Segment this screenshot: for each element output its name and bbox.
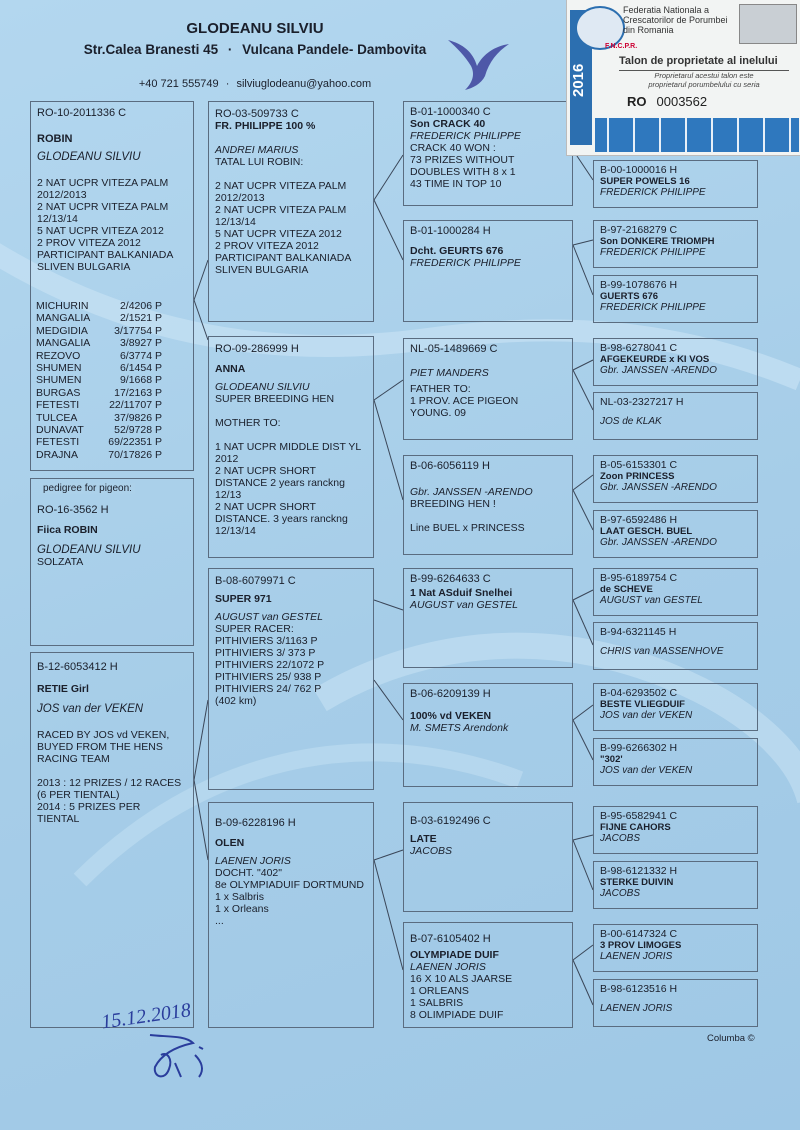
grandparent-breeder: FREDERICK PHILIPPE bbox=[410, 130, 521, 142]
great-grandparent-ring: NL-03-2327217 H bbox=[600, 396, 684, 408]
great-grandparent-breeder: JACOBS bbox=[600, 833, 641, 844]
grandparent-info: BREEDING HEN ! Line BUEL x PRINCESS bbox=[410, 498, 525, 534]
ticket-ring-number bbox=[627, 94, 707, 109]
grandparent-name: Son CRACK 40 bbox=[410, 118, 486, 130]
pedigree-for-ring: RO-16-3562 H bbox=[37, 504, 109, 516]
pedigree-for-breeder: GLODEANU SILVIU bbox=[37, 544, 141, 556]
grandparent-breeder: PIET MANDERS bbox=[410, 367, 489, 379]
grandparent-box bbox=[403, 568, 573, 668]
federation-name: Federatia Nationala a Crescatorilor de Porumbei din Romania bbox=[623, 5, 728, 35]
grandparent-box bbox=[403, 922, 573, 1028]
subject-ring: RO-10-2011336 C bbox=[37, 107, 127, 119]
great-grandparent-breeder: JACOBS bbox=[600, 888, 641, 899]
parent-box bbox=[208, 568, 374, 790]
ticket-title: Talon de proprietate al inelului bbox=[619, 55, 778, 67]
great-grandparent-box bbox=[593, 455, 758, 503]
great-grandparent-box bbox=[593, 979, 758, 1027]
great-grandparent-breeder: JOS van der VEKEN bbox=[600, 710, 693, 721]
subject-breeder: GLODEANU SILVIU bbox=[37, 151, 141, 163]
dove-logo-icon bbox=[443, 32, 513, 92]
race-row: DUNAVAT 52/9728 P bbox=[36, 424, 162, 437]
grandparent-box bbox=[403, 802, 573, 912]
great-grandparent-box bbox=[593, 338, 758, 386]
parent-ring: B-09-6228196 H bbox=[215, 817, 296, 829]
address-street: Str.Calea Branesti 45 bbox=[83, 42, 219, 57]
parent-ring: RO-09-286999 H bbox=[215, 343, 299, 355]
race-row: REZOVO 6/3774 P bbox=[36, 349, 162, 362]
race-row: MANGALIA 3/8927 P bbox=[36, 337, 162, 350]
great-grandparent-ring: B-98-6121332 H bbox=[600, 865, 678, 877]
parent-name: OLEN bbox=[215, 837, 245, 849]
parent-name: SUPER 971 bbox=[215, 593, 272, 605]
ticket-pattern-band bbox=[595, 118, 799, 152]
grandparent-breeder: FREDERICK PHILIPPE bbox=[410, 257, 521, 269]
email-address: silviuglodeanu@yahoo.com bbox=[236, 78, 372, 90]
great-grandparent-box bbox=[593, 861, 758, 909]
grandparent-name: 100% vd VEKEN bbox=[410, 710, 492, 722]
grandparent-info: 16 X 10 ALS JAARSE 1 ORLEANS 1 SALBRIS 8 OLIMPIADE DUIF bbox=[410, 973, 513, 1021]
great-grandparent-name: AFGEKEURDE x KI VOS bbox=[600, 354, 710, 365]
grandparent-info: CRACK 40 WON : 73 PRIZES WITHOUT DOUBLES WITH 8 x 1 43 TIME IN TOP 10 bbox=[410, 142, 516, 190]
parent-name: FR. PHILIPPE 100 % bbox=[215, 120, 316, 132]
address-town: Vulcana Pandele- Dambovita bbox=[242, 42, 427, 57]
grandparent-name: LATE bbox=[410, 833, 437, 845]
parent-info: SUPER RACER: PITHIVIERS 3/1163 P PITHIVIERS 3/ 373 P PITHIVIERS 22/1072 P PITHIVIERS 25/ 938 P PITHIVIERS 24/ 762 P (402 km) bbox=[215, 623, 325, 707]
pedigree-for-box bbox=[30, 478, 194, 646]
great-grandparent-breeder: JOS van der VEKEN bbox=[600, 765, 693, 776]
great-grandparent-ring: B-95-6582941 C bbox=[600, 810, 678, 822]
parent-box bbox=[208, 802, 374, 1028]
great-grandparent-breeder: CHRIS van MASSENHOVE bbox=[600, 646, 724, 657]
subject-info: 2 NAT UCPR VITEZA PALM 2012/2013 2 NAT UCPR VITEZA PALM 12/13/14 5 NAT UCPR VITEZA 2012 2 PROV VITEZA 2012 PARTICIPANT BALKANIADA SLIVEN BULGARIA bbox=[37, 177, 174, 273]
parent-info: DOCHT. "402" 8e OLYMPIADUIF DORTMUND 1 x Salbris 1 x Orleans ... bbox=[215, 867, 364, 927]
parent-name: ANNA bbox=[215, 363, 246, 375]
great-grandparent-name: BESTE VLIEGDUIF bbox=[600, 699, 685, 710]
great-grandparent-ring: B-95-6189754 C bbox=[600, 572, 678, 584]
race-row: MANGALIA 2/1521 P bbox=[36, 312, 162, 325]
parent-ring: B-08-6079971 C bbox=[215, 575, 296, 587]
grandparent-ring: B-01-1000340 C bbox=[410, 106, 491, 118]
grandparent-ring: B-01-1000284 H bbox=[410, 225, 491, 237]
ring-ownership-ticket bbox=[566, 0, 800, 156]
great-grandparent-ring: B-97-6592486 H bbox=[600, 514, 678, 526]
great-grandparent-box bbox=[593, 738, 758, 786]
address-separator: · bbox=[227, 42, 233, 57]
great-grandparent-ring: B-98-6278041 C bbox=[600, 342, 678, 354]
great-grandparent-ring: B-05-6153301 C bbox=[600, 459, 678, 471]
great-grandparent-name: Zoon PRINCESS bbox=[600, 471, 675, 482]
grandparent-name: OLYMPIADE DUIF bbox=[410, 949, 499, 961]
dam-info: RACED BY JOS vd VEKEN, BUYED FROM THE HENS RACING TEAM 2013 : 12 PRIZES / 12 RACES (6 PER TIENTAL) 2014 : 5 PRIZES PER TIENTAL bbox=[37, 729, 182, 825]
great-grandparent-breeder: FREDERICK PHILIPPE bbox=[600, 302, 706, 313]
grandparent-breeder: Gbr. JANSSEN -ARENDO bbox=[410, 486, 533, 498]
great-grandparent-box bbox=[593, 568, 758, 616]
great-grandparent-ring: B-94-6321145 H bbox=[600, 626, 677, 638]
breeder-name: GLODEANU SILVIU bbox=[186, 20, 324, 37]
great-grandparent-box bbox=[593, 275, 758, 323]
parent-info: TATAL LUI ROBIN: 2 NAT UCPR VITEZA PALM 2012/2013 2 NAT UCPR VITEZA PALM 12/13/14 5 NAT UCPR VITEZA 2012 2 PROV VITEZA 2012 PARTICIPANT BALKANIADA SLIVEN BULGARIA bbox=[215, 156, 352, 276]
grandparent-ring: B-06-6209139 H bbox=[410, 688, 491, 700]
great-grandparent-breeder: FREDERICK PHILIPPE bbox=[600, 247, 706, 258]
signature-date: 15.12.2018 bbox=[99, 999, 193, 1034]
great-grandparent-name: "302' bbox=[600, 754, 623, 765]
great-grandparent-breeder: Gbr. JANSSEN -ARENDO bbox=[600, 537, 717, 548]
great-grandparent-ring: B-00-1000016 H bbox=[600, 164, 678, 176]
grandparent-breeder: LAENEN JORIS bbox=[410, 961, 486, 973]
great-grandparent-name: Son DONKERE TRIOMPH bbox=[600, 236, 715, 247]
great-grandparent-ring: B-98-6123516 H bbox=[600, 983, 678, 995]
grandparent-ring: B-06-6056119 H bbox=[410, 460, 490, 472]
great-grandparent-breeder: JOS de KLAK bbox=[600, 416, 662, 427]
dam-ring: B-12-6053412 H bbox=[37, 661, 118, 673]
dam-name: RETIE Girl bbox=[37, 683, 89, 695]
grandparent-box bbox=[403, 455, 573, 555]
great-grandparent-ring: B-99-1078676 H bbox=[600, 279, 678, 291]
race-row: MICHURIN 2/4206 P bbox=[36, 300, 162, 312]
grandparent-ring: B-07-6105402 H bbox=[410, 933, 491, 945]
great-grandparent-name: FIJNE CAHORS bbox=[600, 822, 671, 833]
great-grandparent-box bbox=[593, 806, 758, 854]
race-row: TULCEA 37/9826 P bbox=[36, 411, 162, 424]
race-row: BURGAS 17/2163 P bbox=[36, 386, 162, 399]
race-row: FETESTI 22/11707 P bbox=[36, 399, 162, 412]
great-grandparent-box bbox=[593, 510, 758, 558]
pedigree-for-label: pedigree for pigeon: bbox=[40, 483, 135, 494]
breeder-contact: +40 721 555749 · silviuglodeanu@yahoo.com bbox=[138, 78, 372, 90]
phone-number: +40 721 555749 bbox=[138, 78, 219, 90]
grandparent-box bbox=[403, 338, 573, 440]
race-row: MEDGIDIA 3/17754 P bbox=[36, 324, 162, 337]
great-grandparent-breeder: AUGUST van GESTEL bbox=[600, 595, 703, 606]
parent-box bbox=[208, 101, 374, 322]
great-grandparent-ring: B-04-6293502 C bbox=[600, 687, 678, 699]
software-credit: Columba © bbox=[707, 1033, 755, 1044]
great-grandparent-name: GUERTS 676 bbox=[600, 291, 659, 302]
great-grandparent-box bbox=[593, 220, 758, 268]
parent-box bbox=[208, 336, 374, 558]
great-grandparent-breeder: Gbr. JANSSEN -ARENDO bbox=[600, 482, 717, 493]
parent-ring: RO-03-509733 C bbox=[215, 108, 299, 120]
dam-breeder: JOS van der VEKEN bbox=[37, 703, 144, 715]
grandparent-box bbox=[403, 683, 573, 787]
grandparent-breeder: AUGUST van GESTEL bbox=[410, 599, 518, 611]
federation-abbr: F.N.C.P.R. bbox=[605, 43, 638, 50]
parent-info: SUPER BREEDING HEN MOTHER TO: 1 NAT UCPR MIDDLE DIST YL 2012 2 NAT UCPR SHORT DISTANCE 2 years ranckng 12/13 2 NAT UCPR SHORT DISTANCE. 3 years ranckng 12/13/14 bbox=[215, 393, 362, 537]
great-grandparent-name: LAAT GESCH. BUEL bbox=[600, 526, 693, 537]
fci-logo-icon bbox=[739, 4, 797, 44]
great-grandparent-box bbox=[593, 392, 758, 440]
grandparent-info: FATHER TO: 1 PROV. ACE PIGEON YOUNG. 09 bbox=[410, 383, 519, 419]
grandparent-name: Dcht. GEURTS 676 bbox=[410, 245, 504, 257]
great-grandparent-ring: B-99-6266302 H bbox=[600, 742, 678, 754]
ticket-country: RO bbox=[627, 94, 647, 109]
race-row: FETESTI 69/22351 P bbox=[36, 436, 162, 449]
pedigree-for-color: SOLZATA bbox=[37, 556, 84, 568]
grandparent-box bbox=[403, 101, 573, 206]
race-row: SHUMEN 9/1668 P bbox=[36, 374, 162, 387]
great-grandparent-name: STERKE DUIVIN bbox=[600, 877, 674, 888]
grandparent-ring: B-99-6264633 C bbox=[410, 573, 491, 585]
ticket-serial: 0003562 bbox=[656, 94, 708, 109]
great-grandparent-name: de SCHEVE bbox=[600, 584, 653, 595]
grandparent-ring: NL-05-1489669 C bbox=[410, 343, 498, 355]
great-grandparent-box bbox=[593, 924, 758, 972]
great-grandparent-box bbox=[593, 622, 758, 670]
subject-name: ROBIN bbox=[37, 133, 73, 145]
ticket-subtitle: Proprietarul acestui talon este proprietarul porumbelului cu seria bbox=[648, 71, 760, 89]
subject-race-results bbox=[36, 300, 186, 461]
great-grandparent-ring: B-97-2168279 C bbox=[600, 224, 678, 236]
great-grandparent-breeder: Gbr. JANSSEN -ARENDO bbox=[600, 365, 717, 376]
race-row: SHUMEN 6/1454 P bbox=[36, 362, 162, 375]
grandparent-ring: B-03-6192496 C bbox=[410, 815, 491, 827]
grandparent-breeder: JACOBS bbox=[410, 845, 453, 857]
great-grandparent-ring: B-00-6147324 C bbox=[600, 928, 678, 940]
great-grandparent-name: 3 PROV LIMOGES bbox=[600, 940, 682, 951]
great-grandparent-box bbox=[593, 683, 758, 731]
grandparent-breeder: M. SMETS Arendonk bbox=[410, 722, 509, 734]
parent-breeder: AUGUST van GESTEL bbox=[215, 611, 323, 623]
parent-breeder: ANDREI MARIUS bbox=[215, 144, 299, 156]
race-row: DRAJNA 70/17826 P bbox=[36, 448, 162, 461]
dam-side-box bbox=[30, 652, 194, 1028]
ticket-year: 2016 bbox=[570, 63, 587, 97]
grandparent-box bbox=[403, 220, 573, 322]
grandparent-name: 1 Nat ASduif Snelhei bbox=[410, 587, 513, 599]
great-grandparent-breeder: LAENEN JORIS bbox=[600, 951, 673, 962]
great-grandparent-breeder: LAENEN JORIS bbox=[600, 1003, 673, 1014]
great-grandparent-name: SUPER POWELS 16 bbox=[600, 176, 690, 187]
parent-breeder: GLODEANU SILVIU bbox=[215, 381, 310, 393]
handwritten-signature bbox=[95, 985, 225, 1095]
breeder-address bbox=[30, 42, 480, 57]
parent-breeder: LAENEN JORIS bbox=[215, 855, 291, 867]
pedigree-for-name: Fiica ROBIN bbox=[37, 524, 98, 536]
great-grandparent-box bbox=[593, 160, 758, 208]
great-grandparent-breeder: FREDERICK PHILIPPE bbox=[600, 187, 706, 198]
